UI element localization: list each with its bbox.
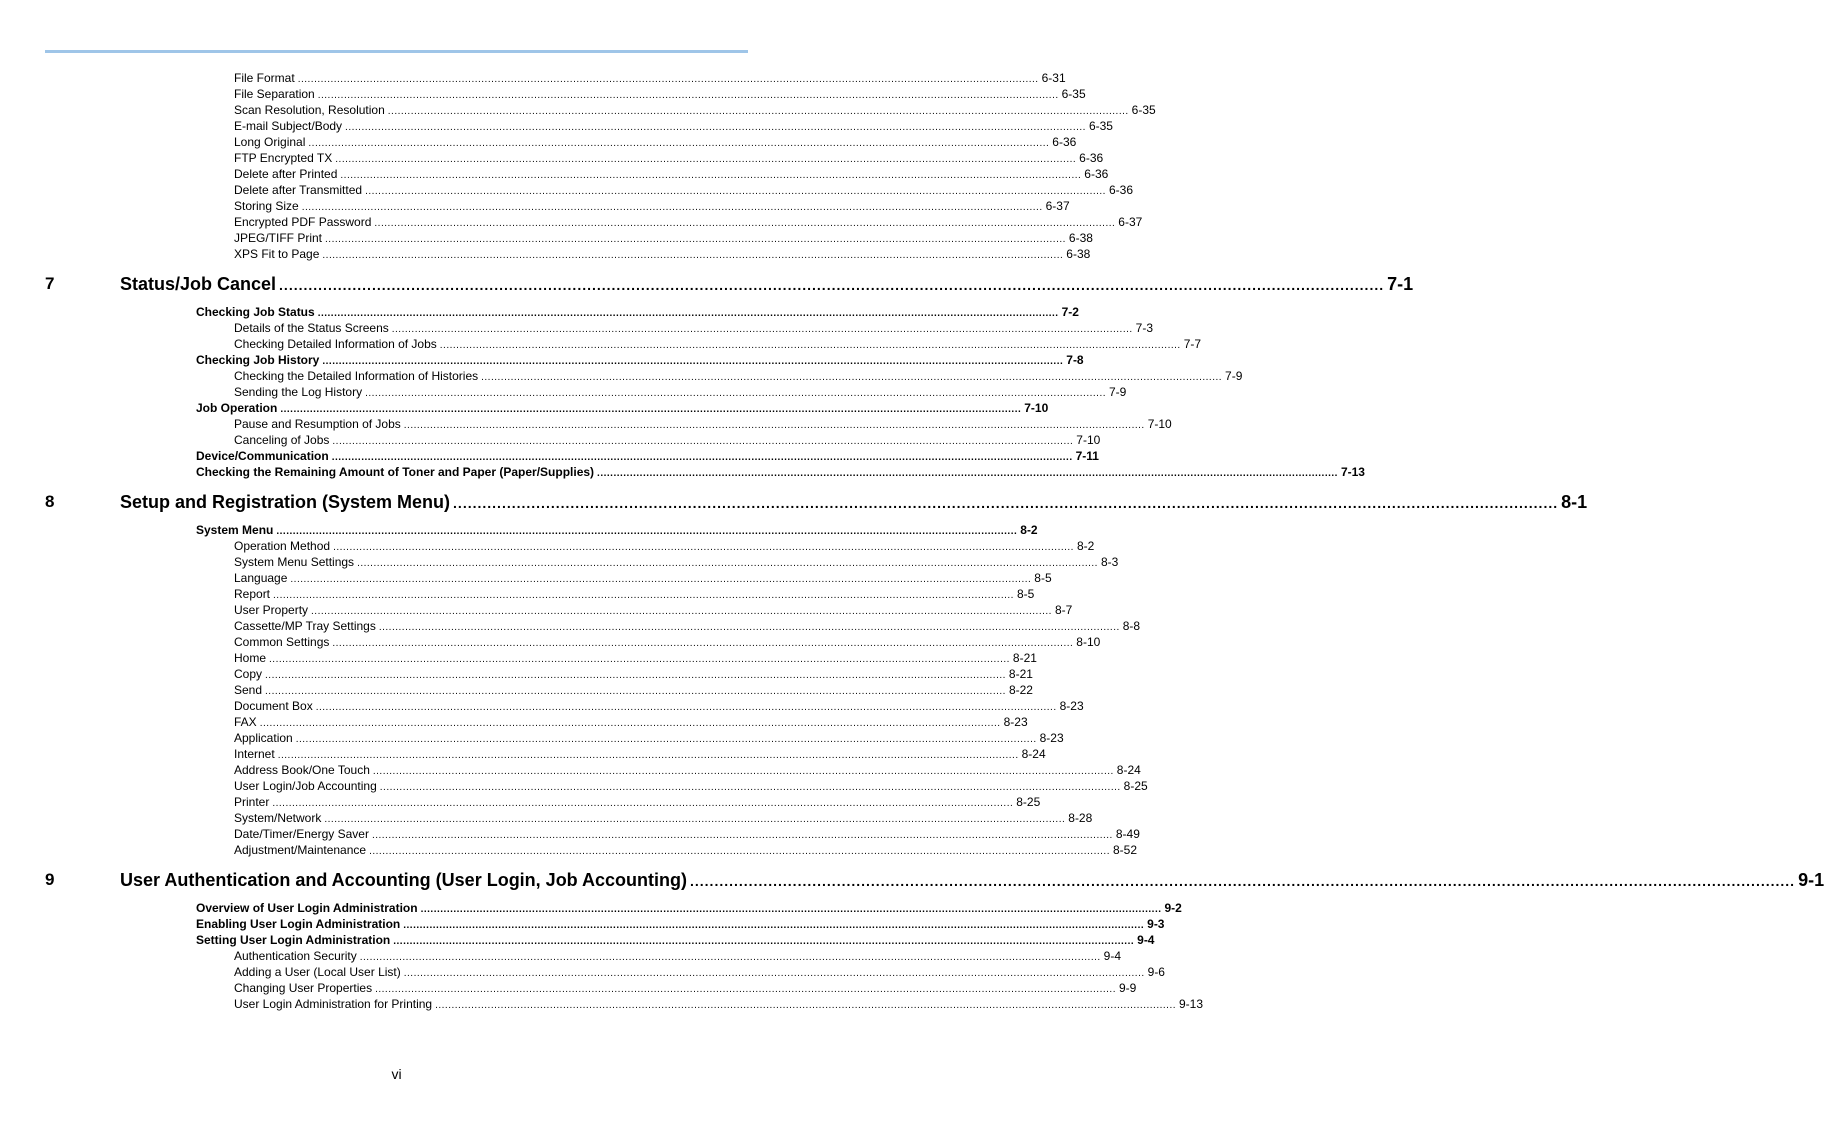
subsection-entry[interactable] [234, 698, 1084, 714]
dot-leader: .................................................................................................................................................................................................................................. [322, 250, 1064, 261]
toc-page-number: 7-9 [1109, 385, 1127, 399]
subsection-entry[interactable] [234, 794, 1041, 810]
toc-label: E-mail Subject/Body [234, 119, 343, 133]
section-entry[interactable] [196, 522, 1038, 538]
subsection-entry[interactable] [234, 246, 1091, 262]
toc-label: Pause and Resumption of Jobs [234, 417, 401, 431]
dot-leader: .................................................................................................................................................................................................................................. [279, 277, 1385, 293]
toc-page-number: 9-9 [1118, 981, 1137, 995]
toc-page-number: 6-38 [1068, 231, 1093, 245]
dot-leader: .................................................................................................................................................................................................................................. [308, 138, 1050, 149]
dot-leader: .................................................................................................................................................................................................................................. [365, 186, 1106, 197]
toc-page-number: 7-3 [1135, 321, 1153, 335]
subsection-entry[interactable] [234, 70, 1066, 86]
toc-page-number: 7-10 [1076, 433, 1101, 447]
dot-leader: .................................................................................................................................................................................................................................. [359, 952, 1101, 963]
toc-label: Setup and Registration (System Menu) [120, 492, 451, 512]
dot-leader: .................................................................................................................................................................................................................................. [375, 984, 1116, 995]
toc-page-number: 9-4 [1137, 933, 1155, 947]
dot-leader: .................................................................................................................................................................................................................................. [378, 622, 1120, 633]
subsection-entry[interactable] [234, 666, 1033, 682]
toc-label: Checking Job History [196, 353, 320, 367]
toc-page-number: 7-8 [1066, 353, 1084, 367]
subsection-entry[interactable] [234, 554, 1119, 570]
toc-label: Report [234, 587, 271, 601]
toc-label: Storing Size [234, 199, 299, 213]
toc-page-number: 8-52 [1112, 843, 1138, 857]
dot-leader: .................................................................................................................................................................................................................................. [345, 122, 1086, 133]
toc-label: Checking Detailed Information of Jobs [234, 337, 437, 351]
toc-label: Adding a User (Local User List) [234, 965, 401, 979]
dot-leader: .................................................................................................................................................................................................................................. [357, 558, 1098, 569]
subsection-entry[interactable] [234, 198, 1070, 214]
subsection-entry[interactable] [234, 778, 1148, 794]
toc-label: XPS Fit to Page [234, 247, 320, 261]
dot-leader: .................................................................................................................................................................................................................................. [481, 372, 1223, 383]
toc-label: Canceling of Jobs [234, 433, 330, 447]
toc-label: Date/Timer/Energy Saver [234, 827, 369, 841]
dot-leader: .................................................................................................................................................................................................................................. [403, 968, 1145, 979]
toc-page-number: 6-36 [1079, 151, 1104, 165]
subsection-entry[interactable] [234, 166, 1109, 182]
toc-label: JPEG/TIFF Print [234, 231, 323, 245]
dot-leader: .................................................................................................................................................................................................................................. [335, 154, 1077, 165]
toc-page-number: 8-25 [1016, 795, 1041, 809]
toc-page-number: 6-35 [1088, 119, 1113, 133]
section-entry[interactable] [196, 900, 1182, 916]
dot-leader: .................................................................................................................................................................................................................................. [403, 420, 1145, 431]
dot-leader: .................................................................................................................................................................................................................................. [340, 170, 1082, 181]
subsection-entry[interactable] [234, 810, 1093, 826]
subsection-entry[interactable] [234, 230, 1093, 246]
toc-label: Details of the Status Screens [234, 321, 389, 335]
subsection-entry[interactable] [234, 682, 1033, 698]
toc-label: File Format [234, 71, 295, 85]
toc-label: Authentication Security [234, 949, 357, 963]
dot-leader: .................................................................................................................................................................................................................................. [393, 936, 1135, 947]
dot-leader: .................................................................................................................................................................................................................................. [272, 798, 1014, 809]
dot-leader: .................................................................................................................................................................................................................................. [332, 638, 1074, 649]
subsection-entry[interactable] [234, 150, 1104, 166]
toc-page-number: 6-36 [1108, 183, 1133, 197]
dot-leader: .................................................................................................................................................................................................................................. [365, 388, 1106, 399]
dot-leader: .................................................................................................................................................................................................................................. [439, 340, 1181, 351]
toc-page-number: 7-10 [1024, 401, 1049, 415]
toc-label: Document Box [234, 699, 313, 713]
chapter-heading[interactable] [120, 272, 1414, 296]
toc-label: Cassette/MP Tray Settings [234, 619, 376, 633]
toc-label: Adjustment/Maintenance [234, 843, 367, 857]
dot-leader: .................................................................................................................................................................................................................................. [333, 542, 1074, 553]
toc-label: Overview of User Login Administration [196, 901, 418, 915]
toc-label: Checking Job Status [196, 305, 315, 319]
toc-label: System Menu [196, 523, 274, 537]
subsection-entry[interactable] [234, 948, 1121, 964]
toc-label: Enabling User Login Administration [196, 917, 401, 931]
toc-label: Home [234, 651, 267, 665]
subsection-entry[interactable] [234, 586, 1035, 602]
subsection-entry[interactable] [234, 746, 1046, 762]
toc-label: Device/Communication [196, 449, 329, 463]
subsection-entry[interactable] [234, 730, 1064, 746]
toc-label: User Authentication and Accounting (User Login, Job Accounting) [120, 870, 687, 890]
subsection-entry[interactable] [234, 86, 1086, 102]
toc-label: Copy [234, 667, 263, 681]
toc-page-number: 8-24 [1021, 747, 1046, 761]
dot-leader: .................................................................................................................................................................................................................................. [269, 654, 1010, 665]
subsection-entry[interactable] [234, 214, 1143, 230]
toc-page-number: 7-13 [1340, 465, 1365, 479]
toc-label: Setting User Login Administration [196, 933, 391, 947]
subsection-entry[interactable] [234, 842, 1138, 858]
subsection-entry[interactable] [234, 980, 1137, 996]
chapter-number: 8 [45, 492, 55, 511]
toc-page-number: 6-36 [1052, 135, 1077, 149]
subsection-entry[interactable] [234, 602, 1073, 618]
toc-label: Operation Method [234, 539, 331, 553]
dot-leader: .................................................................................................................................................................................................................................. [371, 830, 1113, 841]
dot-leader: .................................................................................................................................................................................................................................. [690, 873, 1796, 889]
toc-label: Delete after Printed [234, 167, 338, 181]
section-entry[interactable] [196, 352, 1084, 368]
subsection-entry[interactable] [234, 570, 1052, 586]
dot-leader: .................................................................................................................................................................................................................................. [435, 1000, 1176, 1011]
toc-page-number: 8-28 [1068, 811, 1093, 825]
header-rule [45, 50, 748, 53]
dot-leader: .................................................................................................................................................................................................................................. [391, 324, 1133, 335]
dot-leader: .................................................................................................................................................................................................................................. [331, 452, 1073, 463]
dot-leader: .................................................................................................................................................................................................................................. [403, 920, 1145, 931]
toc-label: FTP Encrypted TX [234, 151, 333, 165]
dot-leader: .................................................................................................................................................................................................................................. [265, 686, 1006, 697]
subsection-entry[interactable] [234, 118, 1113, 134]
toc-page-number: 9-13 [1179, 997, 1204, 1011]
toc-page-number: 7-7 [1183, 337, 1202, 351]
toc-label: Send [234, 683, 263, 697]
toc-page-number: 6-38 [1066, 247, 1091, 261]
dot-leader: .................................................................................................................................................................................................................................. [259, 718, 1001, 729]
dot-leader: .................................................................................................................................................................................................................................. [317, 90, 1059, 101]
dot-leader: .................................................................................................................................................................................................................................. [372, 766, 1114, 777]
dot-leader: .................................................................................................................................................................................................................................. [453, 495, 1559, 511]
toc-page-number: 8-21 [1008, 667, 1033, 681]
toc-label: Language [234, 571, 288, 585]
toc-page-number: 9-6 [1147, 965, 1165, 979]
subsection-entry[interactable] [234, 368, 1243, 384]
dot-leader: .................................................................................................................................................................................................................................. [273, 590, 1014, 601]
toc-label: Encrypted PDF Password [234, 215, 372, 229]
toc-page-number: 8-5 [1016, 587, 1035, 601]
chapter-heading[interactable] [120, 868, 1824, 892]
toc-label: Sending the Log History [234, 385, 363, 399]
toc-label: Printer [234, 795, 270, 809]
dot-leader: .................................................................................................................................................................................................................................. [379, 782, 1121, 793]
section-entry[interactable] [196, 400, 1049, 416]
dot-leader: .................................................................................................................................................................................................................................. [317, 308, 1059, 319]
toc-label: Address Book/One Touch [234, 763, 370, 777]
subsection-entry[interactable] [234, 964, 1165, 980]
dot-leader: .................................................................................................................................................................................................................................. [277, 750, 1019, 761]
subsection-entry[interactable] [234, 634, 1101, 650]
dot-leader: .................................................................................................................................................................................................................................. [311, 606, 1052, 617]
dot-leader: .................................................................................................................................................................................................................................. [276, 526, 1018, 537]
subsection-entry[interactable] [234, 432, 1101, 448]
toc-label: Status/Job Cancel [120, 274, 277, 294]
dot-leader: .................................................................................................................................................................................................................................. [315, 702, 1057, 713]
section-entry[interactable] [196, 916, 1165, 932]
toc-page-number: 7-11 [1075, 449, 1099, 463]
toc-label: Job Operation [196, 401, 278, 415]
toc-page-number: 8-2 [1020, 523, 1038, 537]
dot-leader: .................................................................................................................................................................................................................................. [369, 846, 1110, 857]
dot-leader: .................................................................................................................................................................................................................................. [265, 670, 1006, 681]
subsection-entry[interactable] [234, 320, 1153, 336]
section-entry[interactable] [196, 304, 1079, 320]
toc-page-number: 7-1 [1387, 274, 1414, 294]
toc-label: System/Network [234, 811, 322, 825]
toc-page-number: 6-31 [1041, 71, 1066, 85]
toc-label: Checking the Detailed Information of Histories [234, 369, 479, 383]
dot-leader: .................................................................................................................................................................................................................................. [290, 574, 1032, 585]
subsection-entry[interactable] [234, 618, 1141, 634]
toc-label: System Menu Settings [234, 555, 355, 569]
dot-leader: .................................................................................................................................................................................................................................. [387, 106, 1129, 117]
toc-page-number: 7-10 [1147, 417, 1172, 431]
dot-leader: .................................................................................................................................................................................................................................. [325, 234, 1066, 245]
toc-label: File Separation [234, 87, 315, 101]
subsection-entry[interactable] [234, 134, 1077, 150]
toc-label: User Property [234, 603, 309, 617]
toc-page-number: 7-2 [1061, 305, 1079, 319]
subsection-entry[interactable] [234, 384, 1127, 400]
toc-label: Scan Resolution, Resolution [234, 103, 385, 117]
toc-label: Long Original [234, 135, 306, 149]
toc-page-number: 9-4 [1103, 949, 1121, 963]
toc-page-number: 8-23 [1059, 699, 1084, 713]
subsection-entry[interactable] [234, 182, 1133, 198]
toc-page-number: 8-3 [1100, 555, 1119, 569]
toc-page-number: 9-2 [1164, 901, 1182, 915]
toc-page-number: 8-5 [1034, 571, 1052, 585]
dot-leader: .................................................................................................................................................................................................................................. [420, 904, 1162, 915]
toc-label: Application [234, 731, 293, 745]
toc-page-number: 6-37 [1118, 215, 1143, 229]
dot-leader: .................................................................................................................................................................................................................................. [597, 468, 1338, 479]
dot-leader: .................................................................................................................................................................................................................................. [280, 404, 1022, 415]
toc-page-number: 8-25 [1123, 779, 1148, 793]
toc-page-number: 8-24 [1116, 763, 1141, 777]
section-entry[interactable] [196, 932, 1155, 948]
toc-page-number: 8-10 [1076, 635, 1101, 649]
chapter-number: 7 [45, 274, 55, 293]
page-number: vi [391, 1066, 402, 1082]
dot-leader: .................................................................................................................................................................................................................................. [324, 814, 1066, 825]
chapter-number: 9 [45, 870, 55, 889]
subsection-entry[interactable] [234, 650, 1037, 666]
toc-page-number: 8-22 [1008, 683, 1033, 697]
subsection-entry[interactable] [234, 714, 1028, 730]
subsection-entry[interactable] [234, 102, 1156, 118]
toc-page-number: 9-1 [1798, 870, 1824, 890]
toc-page-number: 8-7 [1054, 603, 1073, 617]
toc-page-number: 8-23 [1039, 731, 1064, 745]
toc-page-number: 7-9 [1225, 369, 1243, 383]
subsection-entry[interactable] [234, 826, 1140, 842]
subsection-entry[interactable] [234, 538, 1095, 554]
subsection-entry[interactable] [234, 762, 1141, 778]
toc-page-number: 8-23 [1003, 715, 1028, 729]
toc-label: Changing User Properties [234, 981, 373, 995]
dot-leader: .................................................................................................................................................................................................................................. [297, 74, 1039, 85]
toc-label: Checking the Remaining Amount of Toner and Paper (Paper/Supplies) [196, 465, 595, 479]
dot-leader: .................................................................................................................................................................................................................................. [301, 202, 1043, 213]
toc-label: FAX [234, 715, 257, 729]
subsection-entry[interactable] [234, 336, 1202, 352]
toc-label: User Login Administration for Printing [234, 997, 433, 1011]
toc-label: User Login/Job Accounting [234, 779, 377, 793]
dot-leader: .................................................................................................................................................................................................................................. [332, 436, 1074, 447]
toc-page-number: 8-8 [1122, 619, 1141, 633]
toc-page-number: 8-2 [1076, 539, 1095, 553]
toc-label: Internet [234, 747, 275, 761]
toc-page-number: 6-35 [1131, 103, 1156, 117]
toc-page-number: 6-37 [1045, 199, 1070, 213]
chapter-heading[interactable] [120, 490, 1588, 514]
dot-leader: .................................................................................................................................................................................................................................. [295, 734, 1037, 745]
toc-page-number: 6-35 [1061, 87, 1086, 101]
dot-leader: .................................................................................................................................................................................................................................. [322, 356, 1064, 367]
toc-label: Delete after Transmitted [234, 183, 363, 197]
dot-leader: .................................................................................................................................................................................................................................. [374, 218, 1116, 229]
section-entry[interactable] [196, 464, 1365, 480]
toc-page-number: 9-3 [1147, 917, 1165, 931]
toc-page-number: 8-21 [1012, 651, 1037, 665]
toc-page-number: 6-36 [1084, 167, 1109, 181]
toc-page-number: 8-49 [1115, 827, 1140, 841]
subsection-entry[interactable] [234, 416, 1172, 432]
section-entry[interactable] [196, 448, 1099, 464]
subsection-entry[interactable] [234, 996, 1204, 1012]
toc-label: Common Settings [234, 635, 330, 649]
toc-page-number: 8-1 [1561, 492, 1588, 512]
